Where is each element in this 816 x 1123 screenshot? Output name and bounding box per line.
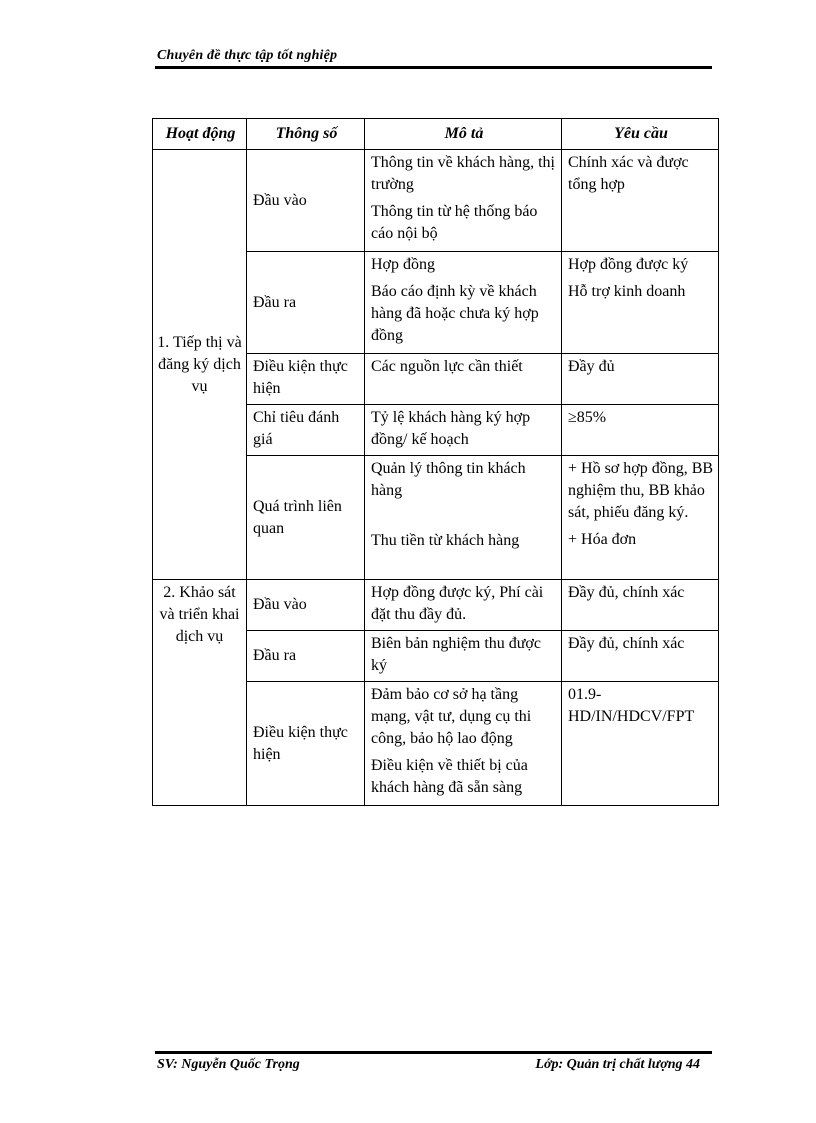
param-cell: Điều kiện thực hiện [247,354,365,405]
param-cell: Đầu vào [247,580,365,631]
footer-rule [155,1051,712,1054]
req-cell: ≥85% [562,405,719,456]
desc-cell: Quản lý thông tin khách hàng Thu tiền từ khách hàng [365,456,562,580]
req-cell: + Hồ sơ hợp đồng, BB nghiệm thu, BB khảo sát, phiếu đăng ký. + Hóa đơn [562,456,719,580]
header-activity: Hoạt động [153,119,247,150]
req-cell: Đầy đủ, chính xác [562,631,719,682]
param-cell: Đầu ra [247,252,365,354]
table-header-row [153,119,719,150]
activity-cell: 1. Tiếp thị và đăng ký dịch vụ [153,150,247,580]
req-cell: Đầy đủ, chính xác [562,580,719,631]
header-rule [155,66,712,69]
desc-cell: Các nguồn lực cần thiết [365,354,562,405]
desc-cell: Hợp đồng được ký, Phí cài đặt thu đầy đủ. [365,580,562,631]
param-cell: Điều kiện thực hiện [247,682,365,806]
desc-cell: Tỷ lệ khách hàng ký hợp đồng/ kế hoạch [365,405,562,456]
req-cell: Hợp đồng được ký Hỗ trợ kinh doanh [562,252,719,354]
req-cell: Chính xác và được tổng hợp [562,150,719,252]
param-cell: Quá trình liên quan [247,456,365,580]
header-requirement: Yêu cầu [562,119,719,150]
activity-cell: 2. Khảo sát và triển khai dịch vụ [153,580,247,806]
param-cell: Đầu ra [247,631,365,682]
footer-author: SV: Nguyễn Quốc Trọng [157,1057,300,1072]
req-cell: Đầy đủ [562,354,719,405]
process-table [152,118,719,806]
desc-cell: Biên bản nghiệm thu được ký [365,631,562,682]
param-cell: Chỉ tiêu đánh giá [247,405,365,456]
desc-cell: Thông tin về khách hàng, thị trường Thông tin từ hệ thống báo cáo nội bộ [365,150,562,252]
header-description: Mô tả [365,119,562,150]
param-cell: Đầu vào [247,150,365,252]
table-row [153,580,719,631]
header-parameter: Thông số [247,119,365,150]
req-cell: 01.9-HD/IN/HDCV/FPT [562,682,719,806]
desc-cell: Hợp đồng Báo cáo định kỳ về khách hàng đã hoặc chưa ký hợp đồng [365,252,562,354]
page-header-title: Chuyên đề thực tập tốt nghiệp [157,48,338,63]
table-row [153,150,719,252]
footer-class: Lớp: Quản trị chất lượng 44 [535,1057,700,1072]
desc-cell: Đảm bảo cơ sở hạ tầng mạng, vật tư, dụng cụ thi công, bảo hộ lao động Điều kiện về thiết bị của khách hàng đã sẵn sàng [365,682,562,806]
